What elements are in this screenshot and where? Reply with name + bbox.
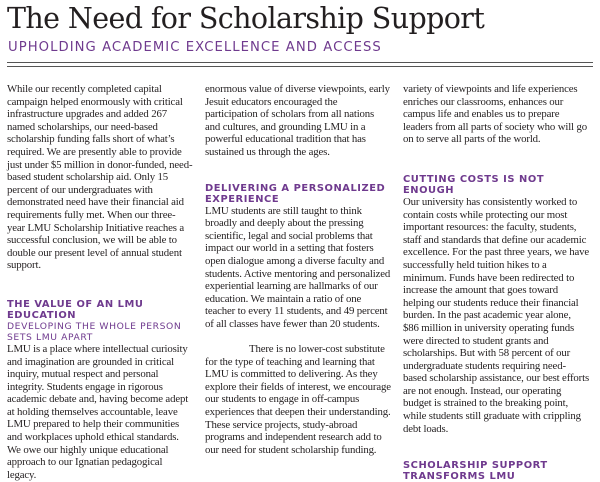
continued-paragraph: variety of viewpoints and life experiences enriches our classrooms, enhances our campus life and enables us to prepare leaders from all parts of society who will go on to serve all parts of the world. — [403, 83, 587, 146]
section-heading-personalized: DELIVERING A PERSONALIZED EXPERIENCE — [205, 182, 386, 205]
page-subtitle: UPHOLDING ACADEMIC EXCELLENCE AND ACCESS — [8, 40, 382, 55]
column-3 — [403, 83, 590, 482]
costs-paragraph: Our university has consistently worked to contain costs while protecting our most important resources: the faculty, students, staff and standards that define our academic excellence. For the past three years, we have successfully held tuition hikes to a minimum. Funds have been redirected to increase the amount that goes toward helping our students reduce their financial burden. In the past academic year alone, $86 million in university operating funds were directed to student grants and scholarships. But with 58 percent of our undergraduate students requiring need-based scholarship assistance, our best efforts are not enough. Instead, our operating budget is strained to the breaking point, while students still graduate with crippling debt loads. — [403, 195, 590, 435]
column-1 — [7, 83, 193, 481]
header-rule-secondary — [7, 66, 593, 67]
section-heading-costs: CUTTING COSTS IS NOT ENOUGH — [403, 173, 545, 196]
continued-paragraph: enormous value of diverse viewpoints, early Jesuit educators encouraged the participation of scholars from all nations and cultures, and grounding LMU in a powerful educational tradition that has sustained us through the ages. — [205, 83, 390, 158]
page-title: The Need for Scholarship Support — [7, 2, 485, 35]
section-subheading-value: DEVELOPING THE WHOLE PERSON SETS LMU APART — [7, 320, 182, 343]
section-heading-value: THE VALUE OF AN LMU EDUCATION — [7, 298, 144, 321]
header-rule — [7, 62, 593, 63]
personalized-paragraph-1: LMU students are still taught to think broadly and deeply about the pressing scientific, legal and social problems that impact our world in a setting that fosters open dialogue among a diverse faculty and students. Active mentoring and personalized experiential learning are hallmarks of our education. We maintain a ratio of one teacher to every 11 students, and 49 percent of all classes have fewer than 20 students. — [205, 204, 391, 330]
intro-paragraph: While our recently completed capital campaign helped enormously with critical infrastructure upgrades and added 267 named scholarships, our need-based scholarship funding falls short of what’s required. We are presently able to provide just under $5 million in donor-funded, need-based student scholarship aid. Only 15 percent of our undergraduates with demonstrated need have their financial aid requirements fully met. When our three-year LMU Scholarship Initiative reaches a successful conclusion, we will be able to double our present level of annual student support. — [7, 83, 193, 272]
personalized-paragraph-2: There is no lower-cost substitute for the type of teaching and learning that LMU is committed to delivering. As they explore their fields of interest, we encourage our students to engage in off-campus experiences that deepen their understanding. These service projects, study-abroad programs and independent research add to our need for student scholarship funding. — [205, 343, 391, 456]
value-paragraph: LMU is a place where intellectual curiosity and imagination are grounded in critical inquiry, mutual respect and personal integrity. Students engage in rigorous academic debate and, having become adept at holding themselves accountable, leave LMU prepared to help their communities and workplaces uphold ethical standards. We owe our highly unique educational approach to our Ignatian pedagogical legacy. — [7, 342, 189, 481]
column-2 — [205, 83, 391, 464]
section-heading-transforms: SCHOLARSHIP SUPPORT TRANSFORMS LMU — [403, 460, 548, 482]
